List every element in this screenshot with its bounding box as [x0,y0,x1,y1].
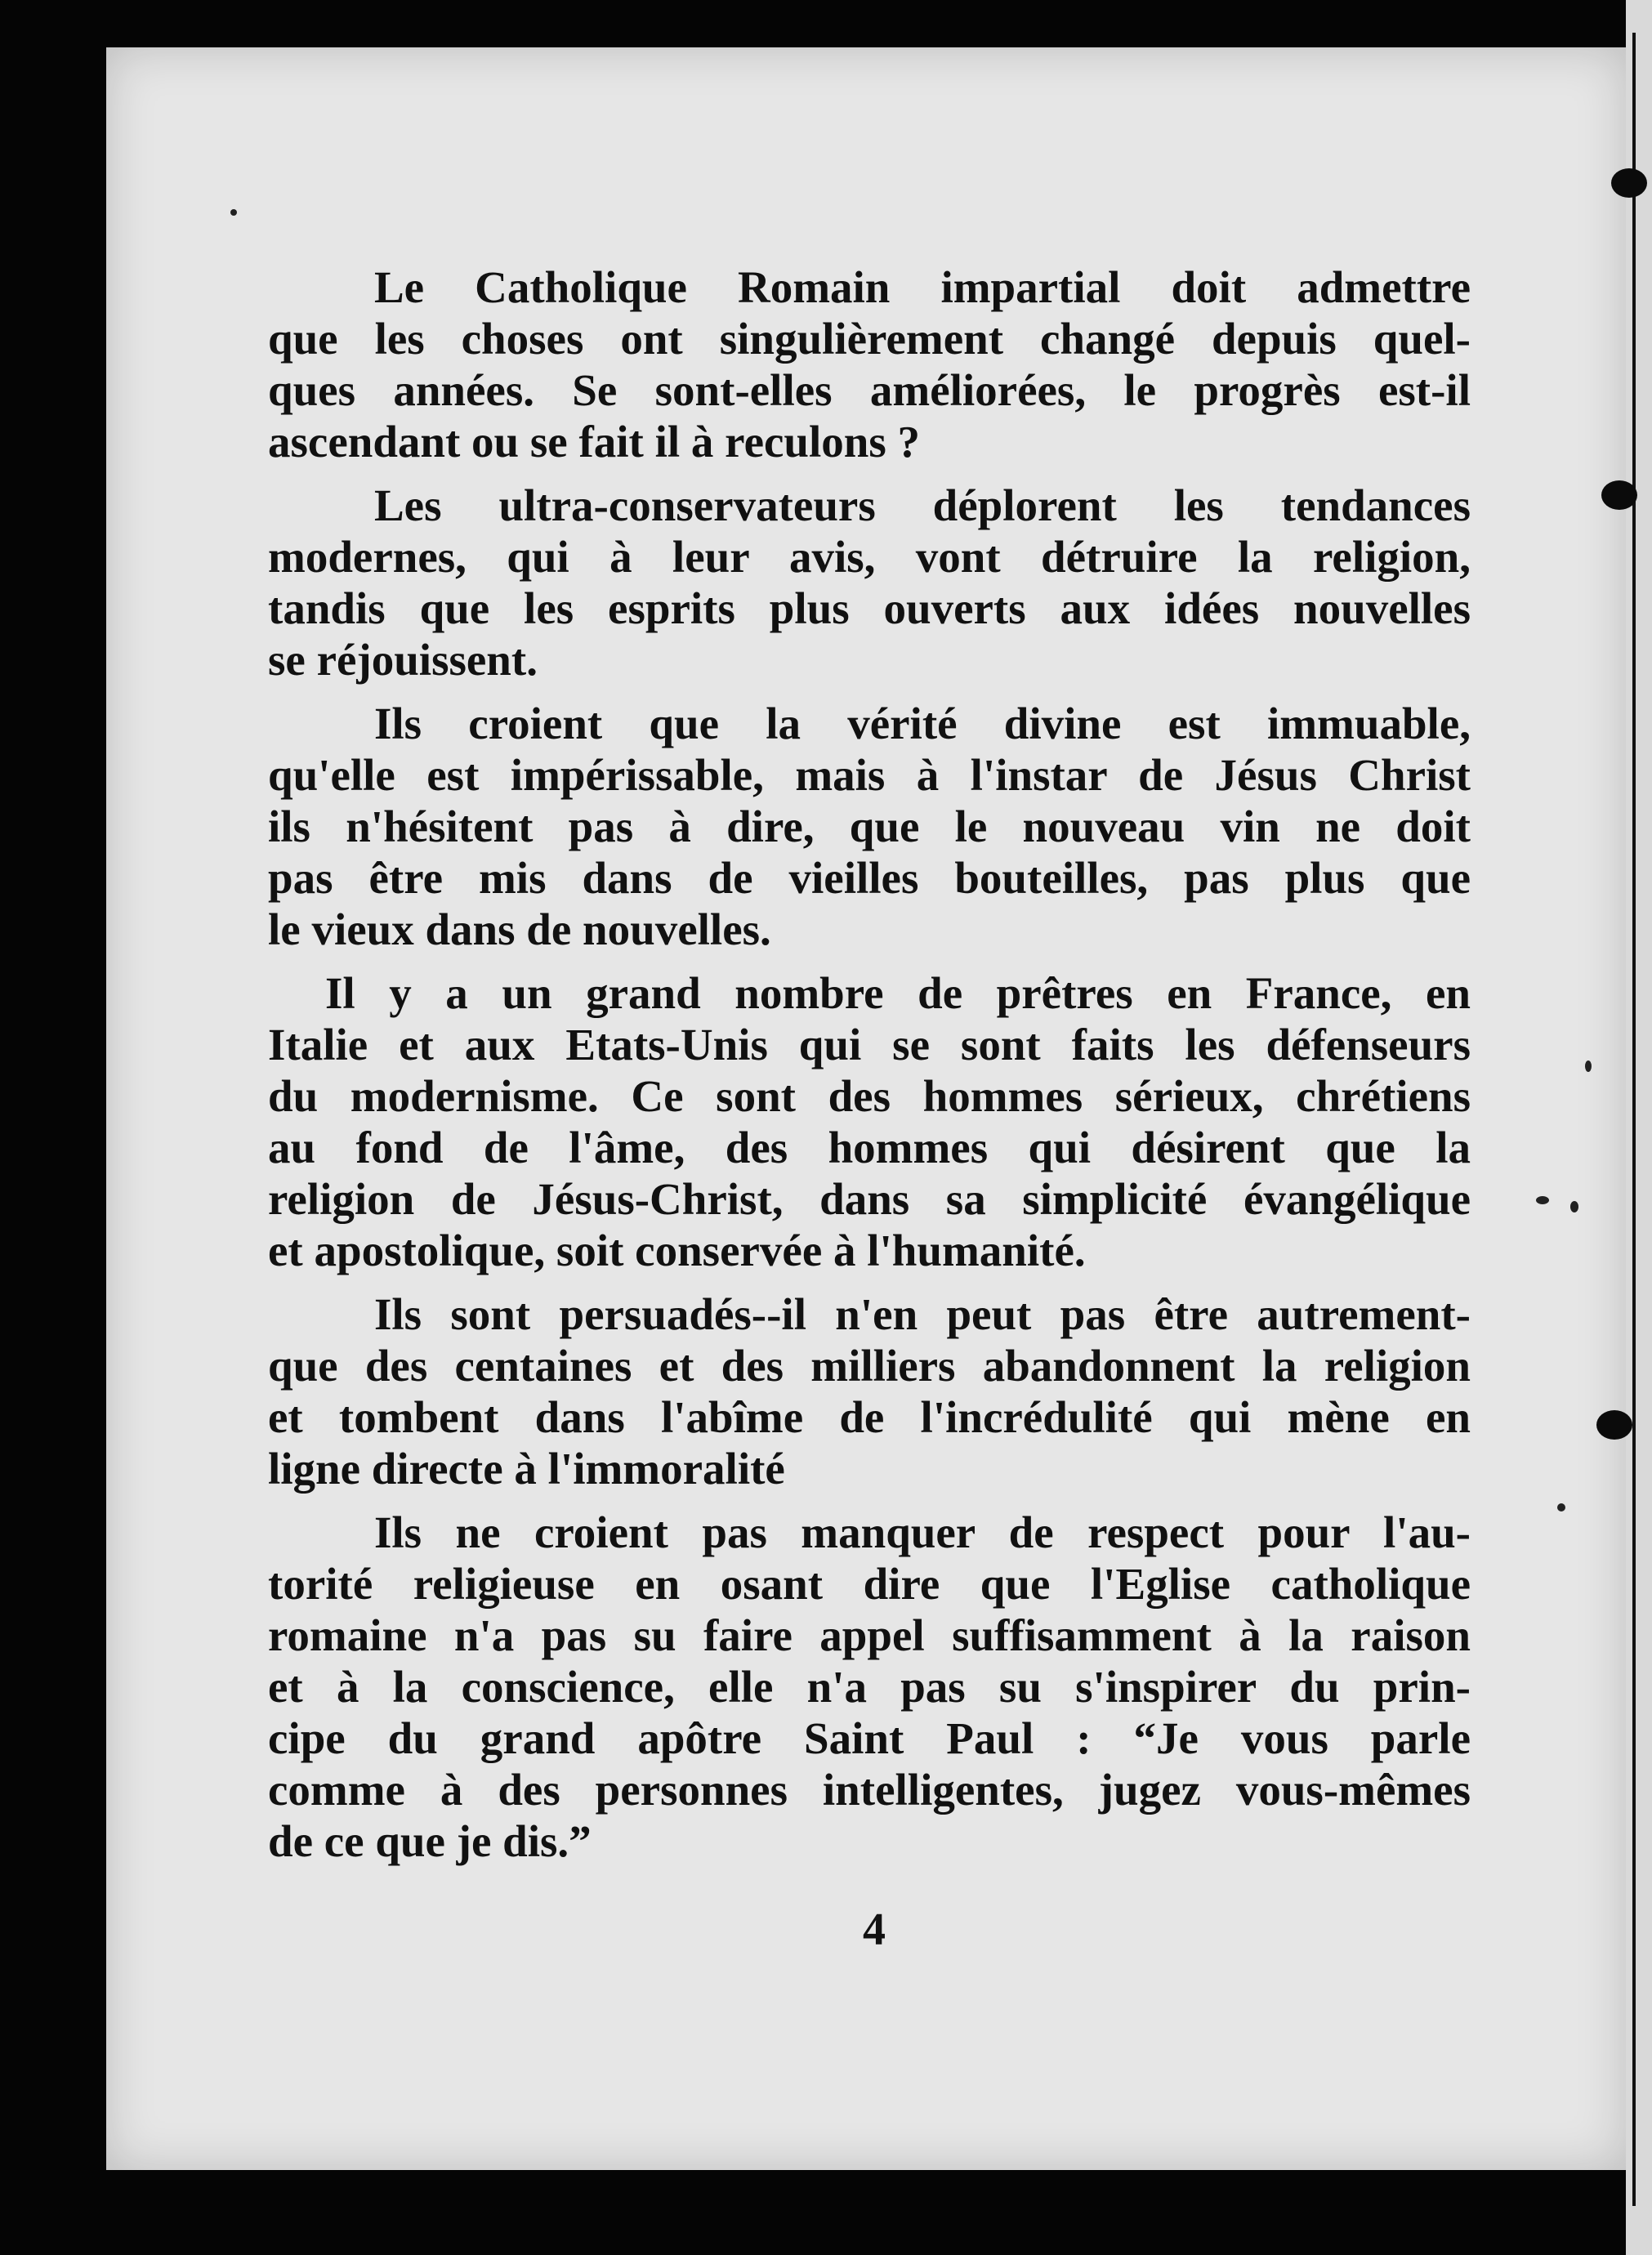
text-line: le vieux dans de nouvelles. [268,904,771,954]
text-line: romaine n'a pas su faire appel suffisamment à la raison [268,1610,1471,1660]
text-line: modernes, qui à leur avis, vont détruire la religion, [268,532,1471,582]
text-line: au fond de l'âme, des hommes qui désirent que la [268,1123,1471,1172]
paragraph-5 [268,1288,1471,1494]
text-line: Ils ne croient pas manquer de respect pour l'au- [374,1507,1471,1557]
text-line: tandis que les esprits plus ouverts aux idées nouvelles [268,583,1471,633]
text-line: comme à des personnes intelligentes, jugez vous-mêmes [268,1765,1471,1815]
text-line: ils n'hésitent pas à dire, que le nouveau vin ne doit [268,802,1471,851]
text-line: qu'elle est impérissable, mais à l'instar de Jésus Christ [268,750,1471,800]
paragraph-2 [268,480,1471,685]
body-text [268,261,1471,1879]
page-edge-rule [1632,33,1636,2206]
page-edge-strip [1626,0,1652,2255]
text-line: religion de Jésus-Christ, dans sa simplicité évangélique [268,1174,1471,1224]
paragraph-3 [268,698,1471,955]
text-line: Il y a un grand nombre de prêtres en France, en [325,968,1471,1018]
text-line: et apostolique, soit conservée à l'humanité. [268,1226,1086,1275]
scan-speck [1536,1196,1549,1204]
binding-hole-mark [1611,168,1647,198]
text-line: du modernisme. Ce sont des hommes sérieux, chrétiens [268,1071,1471,1121]
paragraph-4 [268,967,1471,1276]
text-line: que les choses ont singulièrement changé depuis quel- [268,314,1471,364]
binding-hole-mark [1596,1410,1632,1440]
text-line: Ils sont persuadés--il n'en peut pas être autrement- [374,1289,1471,1339]
page-number: 4 [863,1904,886,1955]
text-line: et à la conscience, elle n'a pas su s'inspirer du prin- [268,1662,1471,1712]
text-line: Ils croient que la vérité divine est immuable, [374,699,1471,748]
text-line: de ce que je dis.” [268,1816,592,1866]
text-line: Le Catholique Romain impartial doit admettre [374,262,1471,312]
text-line: ascendant ou se fait il à reculons ? [268,417,921,467]
text-line: Les ultra-conservateurs déplorent les tendances [374,480,1471,530]
text-line: que des centaines et des milliers abandonnent la religion [268,1341,1471,1391]
scan-speck [1557,1503,1565,1512]
scan-speck [1570,1201,1578,1212]
paragraph-1 [268,261,1471,467]
text-line: Italie et aux Etats-Unis qui se sont faits les défenseurs [268,1020,1471,1069]
binding-hole-mark [1601,480,1637,510]
text-line: ligne directe à l'immoralité [268,1444,785,1494]
text-line: torité religieuse en osant dire que l'Eglise catholique [268,1559,1471,1609]
paragraph-6 [268,1507,1471,1867]
scan-speck [230,209,237,216]
text-line: pas être mis dans de vieilles bouteilles, pas plus que [268,853,1471,903]
scan-speck [1585,1061,1592,1072]
text-line: et tombent dans l'abîme de l'incrédulité qui mène en [268,1392,1471,1442]
text-line: se réjouissent. [268,635,538,685]
text-line: ques années. Se sont-elles améliorées, le progrès est-il [268,365,1471,415]
text-line: cipe du grand apôtre Saint Paul : “Je vous parle [268,1713,1471,1763]
